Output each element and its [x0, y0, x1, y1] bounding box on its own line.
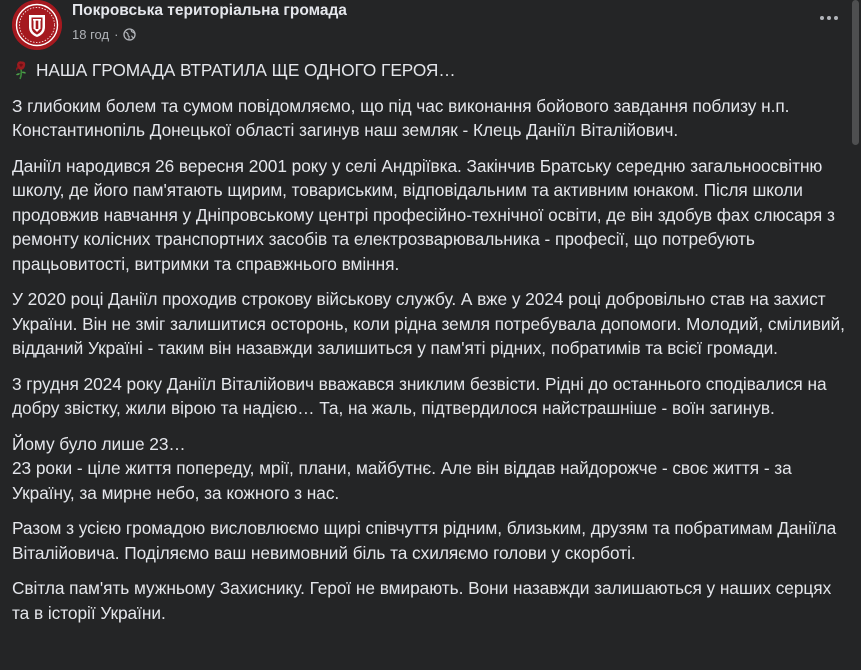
more-horizontal-icon [820, 16, 824, 20]
post-body [12, 58, 847, 636]
more-horizontal-icon-dot [834, 16, 838, 20]
post-subline [72, 26, 347, 42]
more-options-button[interactable] [813, 6, 845, 30]
post-paragraph-2: Даніїл народився 26 вересня 2001 року у селі Андріївка. Закінчив Братську середню загальноосвітню школу, де його пам'ятають щирим, товариським, відповідальним та активним юнаком. Після школи продовжив навчання у Дніпровському центрі професійно-технічної освіти, де він здобув фах слюсаря з ремонту колісних транспортних засобів та електрозварювальника - професії, що потребують працьовитості, витримки та справжнього вміння. [12, 155, 835, 274]
post-paragraph-7: Разом з усією громадою висловлюємо щирі співчуття рідним, близьким, друзям та побратимам Даніїла Віталійовича. Поділяємо ваш невимовний біль та схиляємо голови у скорботі. [12, 518, 837, 563]
separator-dot: · [114, 26, 119, 42]
coat-of-arms-logo [12, 0, 62, 50]
post-meta [72, 1, 347, 42]
post-paragraph-8: Світла пам'ять мужньому Захиснику. Герої не вмирають. Вони назавжди залишаються у наших серцях та в історії України. [12, 578, 832, 623]
more-horizontal-icon-dot [827, 16, 831, 20]
post-paragraph-3: У 2020 році Даніїл проходив строкову військову службу. А вже у 2024 році добровільно став на захист України. Він не зміг залишитися осторонь, коли рідна земля потребувала допомоги. Молодий, сміливий, відданий Україні - таким він назавжди залишиться у пам'яті рідних, побратимів та всієї громади. [12, 289, 845, 358]
scrollbar-thumb[interactable] [852, 0, 859, 145]
post-timestamp[interactable]: 18 год [72, 26, 110, 42]
post-paragraph-6: 23 роки - ціле життя попереду, мрії, плани, майбутнє. Але він віддав найдорожче - своє життя - за Україну, за мирне небо, за кожного з нас. [12, 458, 792, 503]
post-paragraph-1: З глибоким болем та сумом повідомляємо, що під час виконання бойового завдання поблизу н.п. Константинопіль Донецької області загинув наш земляк - Клець Даніїл Віталійович. [12, 95, 790, 140]
page-name-link[interactable]: Покровська територіальна громада [72, 2, 347, 19]
post-header [12, 0, 347, 52]
headline-text: НАША ГРОМАДА ВТРАТИЛА ЩЕ ОДНОГО ГЕРОЯ… [36, 60, 456, 80]
page-avatar[interactable] [12, 0, 62, 50]
globe-icon[interactable] [123, 28, 136, 41]
post-paragraph-4: 3 грудня 2024 року Даніїл Віталійович вважався зниклим безвісти. Рідні до останнього сподівалися на добру звістку, жили вірою та надією… Та, на жаль, підтвердилося найстрашніше - воїн загинув. [12, 373, 827, 418]
post-paragraph-5: Йому було лише 23… [12, 433, 186, 454]
post-headline [12, 58, 847, 83]
wilted-rose-icon [12, 60, 30, 80]
